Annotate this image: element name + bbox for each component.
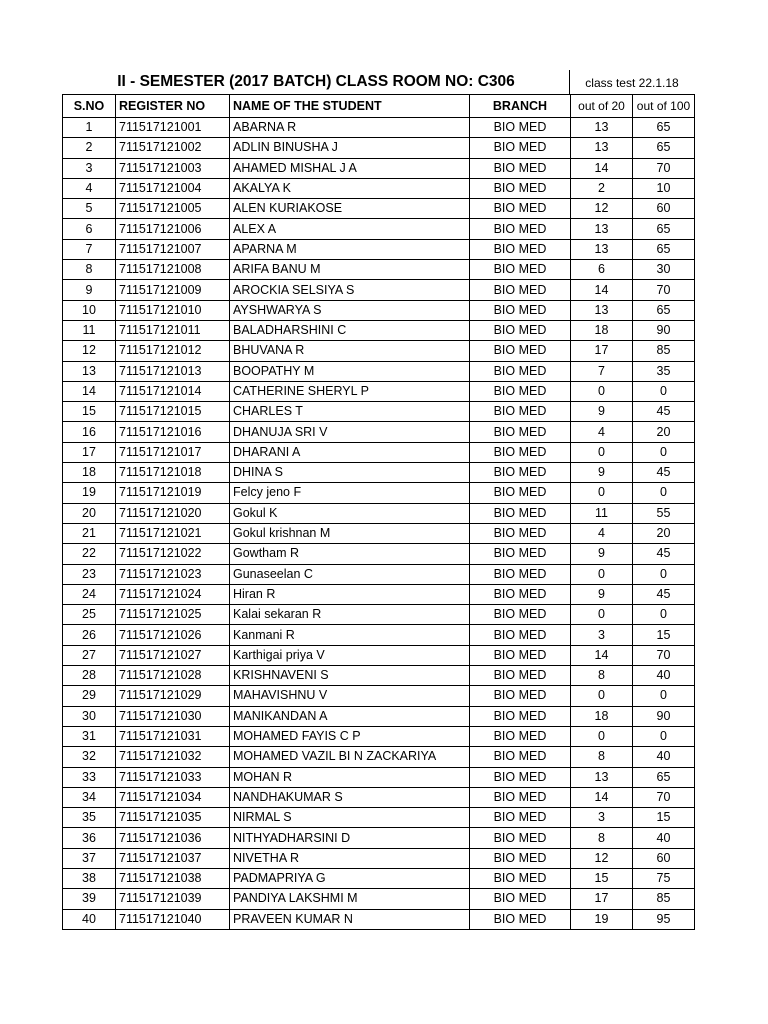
- cell-mark-out-of-100: 45: [633, 584, 695, 604]
- cell-student-name: CHARLES T: [230, 402, 470, 422]
- cell-branch: BIO MED: [470, 909, 571, 929]
- table-row: [63, 686, 695, 706]
- cell-register-no: 711517121020: [116, 503, 230, 523]
- table-row: [63, 544, 695, 564]
- cell-mark-out-of-100: 45: [633, 463, 695, 483]
- table-row: [63, 178, 695, 198]
- table-row: [63, 402, 695, 422]
- cell-branch: BIO MED: [470, 320, 571, 340]
- table-row: [63, 787, 695, 807]
- cell-register-no: 711517121038: [116, 868, 230, 888]
- cell-register-no: 711517121002: [116, 138, 230, 158]
- cell-mark-out-of-20: 17: [571, 341, 633, 361]
- cell-sno: 28: [63, 666, 116, 686]
- cell-student-name: NIRMAL S: [230, 808, 470, 828]
- cell-sno: 39: [63, 889, 116, 909]
- cell-mark-out-of-100: 60: [633, 199, 695, 219]
- cell-mark-out-of-100: 85: [633, 889, 695, 909]
- cell-student-name: DHINA S: [230, 463, 470, 483]
- cell-sno: 13: [63, 361, 116, 381]
- cell-sno: 24: [63, 584, 116, 604]
- cell-register-no: 711517121036: [116, 828, 230, 848]
- cell-student-name: Hiran R: [230, 584, 470, 604]
- table-row: [63, 158, 695, 178]
- cell-sno: 6: [63, 219, 116, 239]
- cell-mark-out-of-20: 18: [571, 320, 633, 340]
- header-row: [63, 95, 695, 118]
- cell-student-name: Kalai sekaran R: [230, 605, 470, 625]
- cell-register-no: 711517121022: [116, 544, 230, 564]
- cell-mark-out-of-100: 70: [633, 787, 695, 807]
- cell-mark-out-of-20: 3: [571, 625, 633, 645]
- cell-student-name: MAHAVISHNU V: [230, 686, 470, 706]
- cell-mark-out-of-20: 4: [571, 422, 633, 442]
- cell-register-no: 711517121034: [116, 787, 230, 807]
- cell-student-name: Gunaseelan C: [230, 564, 470, 584]
- table-row: [63, 645, 695, 665]
- cell-register-no: 711517121004: [116, 178, 230, 198]
- cell-branch: BIO MED: [470, 828, 571, 848]
- table-row: [63, 463, 695, 483]
- cell-mark-out-of-100: 75: [633, 868, 695, 888]
- cell-branch: BIO MED: [470, 178, 571, 198]
- cell-mark-out-of-100: 0: [633, 564, 695, 584]
- cell-branch: BIO MED: [470, 726, 571, 746]
- cell-mark-out-of-100: 40: [633, 828, 695, 848]
- cell-mark-out-of-20: 14: [571, 787, 633, 807]
- cell-sno: 22: [63, 544, 116, 564]
- cell-mark-out-of-20: 13: [571, 219, 633, 239]
- cell-student-name: BALADHARSHINI C: [230, 320, 470, 340]
- cell-branch: BIO MED: [470, 625, 571, 645]
- cell-sno: 32: [63, 747, 116, 767]
- cell-student-name: PANDIYA LAKSHMI M: [230, 889, 470, 909]
- cell-branch: BIO MED: [470, 889, 571, 909]
- cell-branch: BIO MED: [470, 138, 571, 158]
- cell-mark-out-of-100: 70: [633, 158, 695, 178]
- cell-mark-out-of-20: 9: [571, 402, 633, 422]
- table-row: [63, 118, 695, 138]
- cell-register-no: 711517121006: [116, 219, 230, 239]
- cell-sno: 15: [63, 402, 116, 422]
- cell-mark-out-of-100: 40: [633, 666, 695, 686]
- cell-mark-out-of-100: 65: [633, 118, 695, 138]
- cell-student-name: CATHERINE SHERYL P: [230, 381, 470, 401]
- table-row: [63, 828, 695, 848]
- cell-mark-out-of-20: 18: [571, 706, 633, 726]
- cell-branch: BIO MED: [470, 300, 571, 320]
- cell-mark-out-of-100: 15: [633, 808, 695, 828]
- class-test-note: class test 22.1.18: [585, 76, 679, 90]
- cell-register-no: 711517121029: [116, 686, 230, 706]
- cell-student-name: Karthigai priya V: [230, 645, 470, 665]
- cell-sno: 5: [63, 199, 116, 219]
- cell-mark-out-of-100: 85: [633, 341, 695, 361]
- cell-branch: BIO MED: [470, 442, 571, 462]
- table-row: [63, 605, 695, 625]
- cell-mark-out-of-100: 20: [633, 523, 695, 543]
- cell-register-no: 711517121035: [116, 808, 230, 828]
- table-row: [63, 564, 695, 584]
- cell-sno: 21: [63, 523, 116, 543]
- cell-branch: BIO MED: [470, 219, 571, 239]
- cell-sno: 20: [63, 503, 116, 523]
- cell-student-name: NIVETHA R: [230, 848, 470, 868]
- cell-student-name: Gokul K: [230, 503, 470, 523]
- cell-mark-out-of-100: 65: [633, 219, 695, 239]
- cell-student-name: PRAVEEN KUMAR N: [230, 909, 470, 929]
- cell-mark-out-of-20: 8: [571, 666, 633, 686]
- cell-mark-out-of-20: 8: [571, 747, 633, 767]
- cell-student-name: ADLIN BINUSHA J: [230, 138, 470, 158]
- cell-register-no: 711517121015: [116, 402, 230, 422]
- cell-mark-out-of-100: 65: [633, 239, 695, 259]
- cell-student-name: NANDHAKUMAR S: [230, 787, 470, 807]
- cell-register-no: 711517121008: [116, 260, 230, 280]
- cell-sno: 30: [63, 706, 116, 726]
- cell-mark-out-of-20: 13: [571, 138, 633, 158]
- cell-sno: 27: [63, 645, 116, 665]
- table-row: [63, 280, 695, 300]
- header-student-name: NAME OF THE STUDENT: [230, 95, 470, 118]
- cell-mark-out-of-100: 70: [633, 645, 695, 665]
- cell-sno: 9: [63, 280, 116, 300]
- cell-branch: BIO MED: [470, 605, 571, 625]
- cell-register-no: 711517121039: [116, 889, 230, 909]
- table-row: [63, 239, 695, 259]
- cell-mark-out-of-20: 0: [571, 483, 633, 503]
- table-row: [63, 300, 695, 320]
- cell-mark-out-of-20: 9: [571, 544, 633, 564]
- sheet-title: II - SEMESTER (2017 BATCH) CLASS ROOM NO: C306: [117, 73, 515, 90]
- cell-branch: BIO MED: [470, 564, 571, 584]
- table-row: [63, 138, 695, 158]
- cell-sno: 8: [63, 260, 116, 280]
- cell-mark-out-of-20: 14: [571, 158, 633, 178]
- cell-register-no: 711517121003: [116, 158, 230, 178]
- cell-branch: BIO MED: [470, 463, 571, 483]
- cell-branch: BIO MED: [470, 158, 571, 178]
- cell-mark-out-of-20: 15: [571, 868, 633, 888]
- cell-mark-out-of-100: 15: [633, 625, 695, 645]
- cell-mark-out-of-20: 11: [571, 503, 633, 523]
- cell-mark-out-of-100: 40: [633, 747, 695, 767]
- cell-branch: BIO MED: [470, 544, 571, 564]
- cell-register-no: 711517121023: [116, 564, 230, 584]
- table-row: [63, 909, 695, 929]
- header-out-of-20: out of 20: [571, 95, 633, 118]
- cell-branch: BIO MED: [470, 260, 571, 280]
- cell-sno: 35: [63, 808, 116, 828]
- cell-mark-out-of-20: 9: [571, 463, 633, 483]
- cell-mark-out-of-20: 13: [571, 239, 633, 259]
- cell-branch: BIO MED: [470, 787, 571, 807]
- cell-mark-out-of-100: 70: [633, 280, 695, 300]
- cell-student-name: NITHYADHARSINI D: [230, 828, 470, 848]
- cell-sno: 19: [63, 483, 116, 503]
- cell-mark-out-of-100: 90: [633, 706, 695, 726]
- cell-branch: BIO MED: [470, 280, 571, 300]
- cell-mark-out-of-100: 10: [633, 178, 695, 198]
- cell-sno: 1: [63, 118, 116, 138]
- table-row: [63, 868, 695, 888]
- cell-mark-out-of-100: 0: [633, 381, 695, 401]
- cell-mark-out-of-100: 0: [633, 605, 695, 625]
- cell-sno: 23: [63, 564, 116, 584]
- cell-mark-out-of-100: 60: [633, 848, 695, 868]
- cell-register-no: 711517121025: [116, 605, 230, 625]
- cell-sno: 2: [63, 138, 116, 158]
- cell-register-no: 711517121007: [116, 239, 230, 259]
- cell-student-name: KRISHNAVENI S: [230, 666, 470, 686]
- cell-mark-out-of-20: 0: [571, 686, 633, 706]
- cell-student-name: BHUVANA R: [230, 341, 470, 361]
- cell-sno: 4: [63, 178, 116, 198]
- cell-register-no: 711517121001: [116, 118, 230, 138]
- cell-mark-out-of-20: 3: [571, 808, 633, 828]
- cell-register-no: 711517121012: [116, 341, 230, 361]
- cell-register-no: 711517121013: [116, 361, 230, 381]
- cell-register-no: 711517121017: [116, 442, 230, 462]
- cell-register-no: 711517121030: [116, 706, 230, 726]
- table-row: [63, 848, 695, 868]
- table-row: [63, 706, 695, 726]
- cell-branch: BIO MED: [470, 686, 571, 706]
- cell-branch: BIO MED: [470, 808, 571, 828]
- cell-register-no: 711517121005: [116, 199, 230, 219]
- cell-sno: 18: [63, 463, 116, 483]
- header-sno: S.NO: [63, 95, 116, 118]
- cell-sno: 34: [63, 787, 116, 807]
- cell-register-no: 711517121037: [116, 848, 230, 868]
- table-row: [63, 199, 695, 219]
- cell-sno: 33: [63, 767, 116, 787]
- cell-branch: BIO MED: [470, 381, 571, 401]
- cell-student-name: DHARANI A: [230, 442, 470, 462]
- cell-mark-out-of-100: 0: [633, 483, 695, 503]
- cell-branch: BIO MED: [470, 239, 571, 259]
- cell-student-name: AROCKIA SELSIYA S: [230, 280, 470, 300]
- cell-mark-out-of-100: 0: [633, 686, 695, 706]
- cell-mark-out-of-100: 0: [633, 442, 695, 462]
- cell-branch: BIO MED: [470, 361, 571, 381]
- cell-student-name: MOHAMED VAZIL BI N ZACKARIYA: [230, 747, 470, 767]
- cell-mark-out-of-100: 95: [633, 909, 695, 929]
- table-row: [63, 726, 695, 746]
- table-row: [63, 625, 695, 645]
- cell-branch: BIO MED: [470, 422, 571, 442]
- cell-sno: 25: [63, 605, 116, 625]
- cell-student-name: PADMAPRIYA G: [230, 868, 470, 888]
- cell-sno: 36: [63, 828, 116, 848]
- cell-branch: BIO MED: [470, 118, 571, 138]
- cell-register-no: 711517121019: [116, 483, 230, 503]
- cell-student-name: BOOPATHY M: [230, 361, 470, 381]
- cell-register-no: 711517121026: [116, 625, 230, 645]
- cell-sno: 14: [63, 381, 116, 401]
- cell-student-name: AKALYA K: [230, 178, 470, 198]
- cell-mark-out-of-20: 14: [571, 645, 633, 665]
- cell-sno: 37: [63, 848, 116, 868]
- cell-branch: BIO MED: [470, 523, 571, 543]
- cell-student-name: ALEN KURIAKOSE: [230, 199, 470, 219]
- table-row: [63, 483, 695, 503]
- cell-mark-out-of-20: 0: [571, 726, 633, 746]
- cell-mark-out-of-100: 90: [633, 320, 695, 340]
- table-row: [63, 260, 695, 280]
- table-row: [63, 219, 695, 239]
- cell-mark-out-of-20: 7: [571, 361, 633, 381]
- cell-student-name: Gowtham R: [230, 544, 470, 564]
- header-branch: BRANCH: [470, 95, 571, 118]
- cell-branch: BIO MED: [470, 666, 571, 686]
- cell-register-no: 711517121018: [116, 463, 230, 483]
- cell-mark-out-of-20: 9: [571, 584, 633, 604]
- cell-mark-out-of-20: 0: [571, 605, 633, 625]
- header-out-of-100: out of 100: [633, 95, 695, 118]
- cell-sno: 7: [63, 239, 116, 259]
- cell-sno: 31: [63, 726, 116, 746]
- cell-mark-out-of-20: 0: [571, 442, 633, 462]
- cell-mark-out-of-20: 0: [571, 564, 633, 584]
- cell-branch: BIO MED: [470, 503, 571, 523]
- cell-mark-out-of-20: 13: [571, 118, 633, 138]
- cell-branch: BIO MED: [470, 767, 571, 787]
- cell-mark-out-of-20: 4: [571, 523, 633, 543]
- table-row: [63, 442, 695, 462]
- header-register-no: REGISTER NO: [116, 95, 230, 118]
- cell-mark-out-of-100: 55: [633, 503, 695, 523]
- cell-sno: 29: [63, 686, 116, 706]
- cell-sno: 3: [63, 158, 116, 178]
- table-row: [63, 341, 695, 361]
- cell-mark-out-of-20: 17: [571, 889, 633, 909]
- cell-student-name: ALEX A: [230, 219, 470, 239]
- cell-student-name: ABARNA R: [230, 118, 470, 138]
- cell-branch: BIO MED: [470, 341, 571, 361]
- cell-mark-out-of-100: 45: [633, 402, 695, 422]
- cell-student-name: AHAMED MISHAL J A: [230, 158, 470, 178]
- cell-mark-out-of-100: 30: [633, 260, 695, 280]
- cell-register-no: 711517121031: [116, 726, 230, 746]
- cell-mark-out-of-20: 6: [571, 260, 633, 280]
- cell-mark-out-of-100: 45: [633, 544, 695, 564]
- cell-student-name: MOHAMED FAYIS C P: [230, 726, 470, 746]
- table-row: [63, 361, 695, 381]
- cell-register-no: 711517121014: [116, 381, 230, 401]
- cell-register-no: 711517121021: [116, 523, 230, 543]
- cell-sno: 38: [63, 868, 116, 888]
- cell-mark-out-of-20: 13: [571, 300, 633, 320]
- cell-mark-out-of-20: 12: [571, 199, 633, 219]
- cell-mark-out-of-20: 13: [571, 767, 633, 787]
- cell-mark-out-of-20: 12: [571, 848, 633, 868]
- table-row: [63, 808, 695, 828]
- cell-mark-out-of-100: 65: [633, 300, 695, 320]
- cell-branch: BIO MED: [470, 706, 571, 726]
- cell-register-no: 711517121032: [116, 747, 230, 767]
- cell-student-name: Kanmani R: [230, 625, 470, 645]
- cell-register-no: 711517121028: [116, 666, 230, 686]
- marks-table: [62, 94, 695, 930]
- cell-branch: BIO MED: [470, 848, 571, 868]
- cell-sno: 11: [63, 320, 116, 340]
- cell-register-no: 711517121040: [116, 909, 230, 929]
- table-row: [63, 523, 695, 543]
- cell-register-no: 711517121016: [116, 422, 230, 442]
- cell-mark-out-of-20: 19: [571, 909, 633, 929]
- cell-student-name: ARIFA BANU M: [230, 260, 470, 280]
- cell-register-no: 711517121009: [116, 280, 230, 300]
- table-row: [63, 666, 695, 686]
- cell-mark-out-of-20: 14: [571, 280, 633, 300]
- cell-sno: 26: [63, 625, 116, 645]
- cell-branch: BIO MED: [470, 645, 571, 665]
- cell-student-name: DHANUJA SRI V: [230, 422, 470, 442]
- cell-register-no: 711517121033: [116, 767, 230, 787]
- cell-student-name: MOHAN R: [230, 767, 470, 787]
- cell-sno: 16: [63, 422, 116, 442]
- cell-branch: BIO MED: [470, 747, 571, 767]
- table-row: [63, 747, 695, 767]
- cell-mark-out-of-20: 8: [571, 828, 633, 848]
- cell-student-name: Felcy jeno F: [230, 483, 470, 503]
- cell-register-no: 711517121027: [116, 645, 230, 665]
- cell-sno: 40: [63, 909, 116, 929]
- cell-sno: 12: [63, 341, 116, 361]
- cell-mark-out-of-100: 65: [633, 138, 695, 158]
- cell-branch: BIO MED: [470, 199, 571, 219]
- cell-branch: BIO MED: [470, 483, 571, 503]
- cell-sno: 17: [63, 442, 116, 462]
- cell-student-name: AYSHWARYA S: [230, 300, 470, 320]
- table-row: [63, 503, 695, 523]
- cell-mark-out-of-20: 0: [571, 381, 633, 401]
- cell-student-name: Gokul krishnan M: [230, 523, 470, 543]
- cell-mark-out-of-100: 65: [633, 767, 695, 787]
- table-row: [63, 767, 695, 787]
- table-row: [63, 584, 695, 604]
- cell-register-no: 711517121024: [116, 584, 230, 604]
- cell-student-name: MANIKANDAN A: [230, 706, 470, 726]
- table-row: [63, 320, 695, 340]
- cell-mark-out-of-100: 0: [633, 726, 695, 746]
- cell-mark-out-of-100: 20: [633, 422, 695, 442]
- cell-branch: BIO MED: [470, 402, 571, 422]
- cell-sno: 10: [63, 300, 116, 320]
- cell-mark-out-of-20: 2: [571, 178, 633, 198]
- table-row: [63, 422, 695, 442]
- cell-branch: BIO MED: [470, 868, 571, 888]
- cell-mark-out-of-100: 35: [633, 361, 695, 381]
- cell-student-name: APARNA M: [230, 239, 470, 259]
- table-row: [63, 889, 695, 909]
- cell-register-no: 711517121011: [116, 320, 230, 340]
- cell-register-no: 711517121010: [116, 300, 230, 320]
- table-row: [63, 381, 695, 401]
- cell-branch: BIO MED: [470, 584, 571, 604]
